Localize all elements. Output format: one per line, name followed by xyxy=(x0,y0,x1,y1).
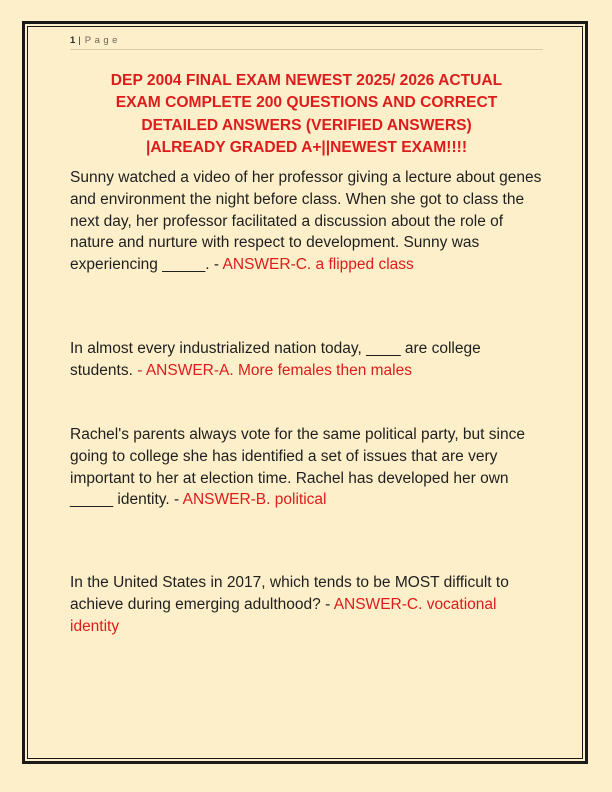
answer-text: - ANSWER-A. More females then males xyxy=(137,361,412,379)
question-text: Sunny watched a video of her professor giving a lecture about genes and environment the night before class. When she got to class the next day, her professor facilitated a discussion about the role of nature and nurture with respect to development. Sunny was experiencing _____. - xyxy=(70,169,542,274)
question-text: Rachel's parents always vote for the same political party, but since going to college she has identified a set of issues that are very important to her at election time. Rachel has developed her own _____ identity. - xyxy=(70,426,525,509)
answer-text: ANSWER-C. a flipped class xyxy=(222,256,414,274)
exam-title xyxy=(70,70,543,159)
qa-item xyxy=(70,572,543,637)
header-divider: | xyxy=(78,35,81,46)
exam-title-line: EXAM COMPLETE 200 QUESTIONS AND CORRECT xyxy=(115,94,498,112)
exam-title-line: DETAILED ANSWERS (VERIFIED ANSWERS) xyxy=(141,116,472,134)
page-number: 1 xyxy=(70,35,76,46)
qa-item xyxy=(70,167,543,276)
header-page-label: Page xyxy=(84,35,121,46)
exam-title-line: DEP 2004 FINAL EXAM NEWEST 2025/ 2026 ACTUAL xyxy=(110,72,503,89)
answer-text: ANSWER-C. vocational identity xyxy=(70,595,497,635)
question-text: In the United States in 2017, which tends to be MOST difficult to achieve during emerging adulthood? - xyxy=(70,574,509,613)
qa-item xyxy=(70,424,543,511)
exam-title-line: |ALREADY GRADED A+||NEWEST EXAM!!!! xyxy=(145,138,468,156)
question-text: In almost every industrialized nation today, ____ are college students. xyxy=(70,340,481,379)
qa-item xyxy=(70,338,543,382)
page-header xyxy=(70,35,543,50)
answer-text: ANSWER-B. political xyxy=(182,491,327,509)
